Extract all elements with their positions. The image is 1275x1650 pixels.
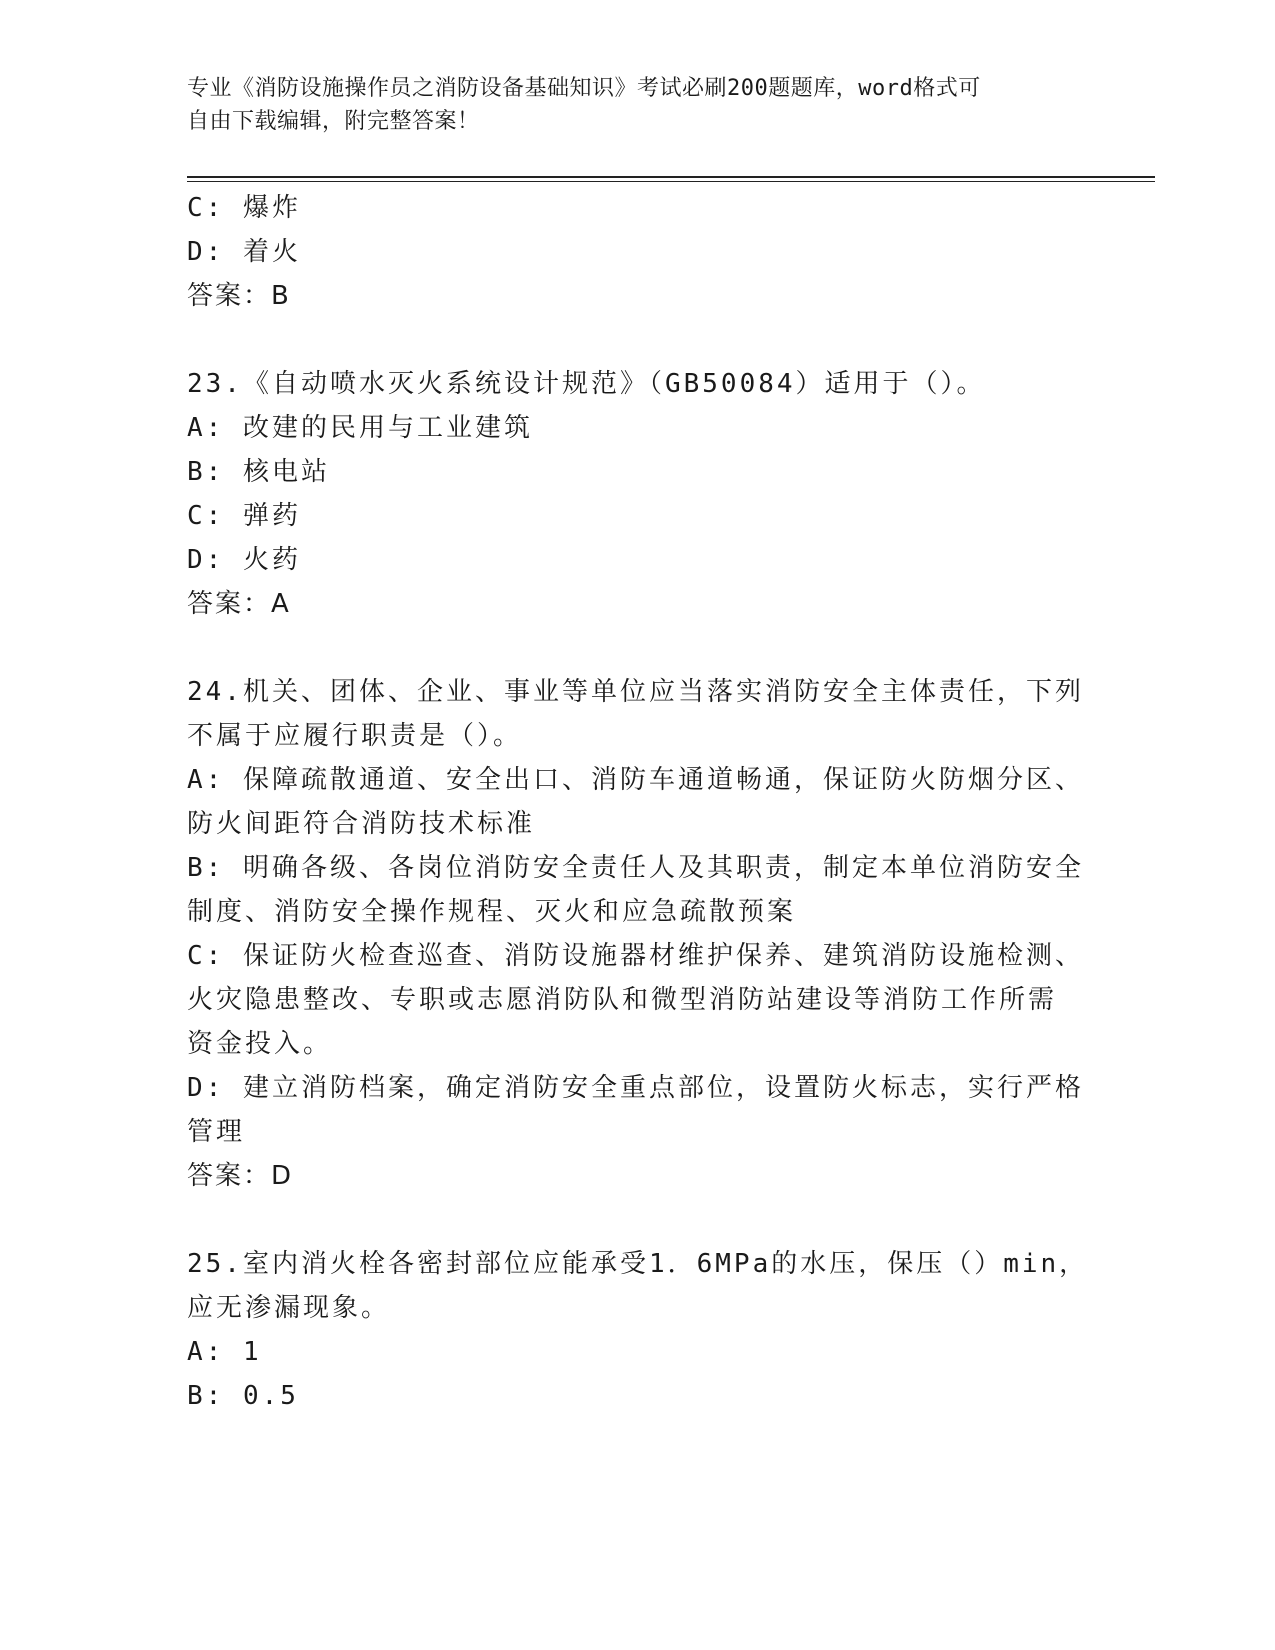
q22-option-d: D: 着火 [187,237,301,267]
q23-answer: 答案：A [187,589,291,619]
header-divider-thin [187,181,1155,182]
header-line-2: 自由下载编辑，附完整答案！ [187,109,480,134]
q24-option-c-line-2: 火灾隐患整改、专职或志愿消防队和微型消防站建设等消防工作所需 [187,985,1058,1015]
q22-option-c: C: 爆炸 [187,193,301,223]
q24-option-d-line-2: 管理 [187,1117,246,1147]
header-divider-thick [187,176,1155,178]
q24-option-c-line-3: 资金投入。 [187,1029,333,1059]
q23-option-b: B: 核电站 [187,457,330,487]
q23-option-a: A: 改建的民用与工业建筑 [187,413,533,443]
q24-stem-line-1: 24.机关、团体、企业、事业等单位应当落实消防安全主体责任，下列 [187,677,1084,707]
q24-option-a-line-2: 防火间距符合消防技术标准 [187,809,536,839]
q23-option-d: D: 火药 [187,545,301,575]
document-header [187,72,1067,138]
q25-stem-line-1: 25.室内消火栓各密封部位应能承受1．6MPa的水压，保压（）min， [187,1249,1089,1279]
q25-option-b: B: 0.5 [187,1381,299,1411]
q23-option-c: C: 弹药 [187,501,301,531]
q22-answer: 答案：B [187,281,291,311]
header-line-1: 专业《消防设施操作员之消防设备基础知识》考试必刷200题题库，word格式可 [187,76,981,101]
q25-stem-line-2: 应无渗漏现象。 [187,1293,391,1323]
q24-option-a-line-1: A: 保障疏散通道、安全出口、消防车通道畅通，保证防火防烟分区、 [187,765,1084,795]
q24-answer: 答案：D [187,1161,294,1191]
q24-option-b-line-1: B: 明确各级、各岗位消防安全责任人及其职责，制定本单位消防安全 [187,853,1084,883]
q24-option-c-line-1: C: 保证防火检查巡查、消防设施器材维护保养、建筑消防设施检测、 [187,941,1084,971]
q23-stem: 23.《自动喷水灭火系统设计规范》（GB50084）适用于（）。 [187,369,986,399]
q25-option-a: A: 1 [187,1337,262,1367]
q24-stem-line-2: 不属于应履行职责是（）。 [187,721,523,751]
q24-option-b-line-2: 制度、消防安全操作规程、灭火和应急疏散预案 [187,897,797,927]
q24-option-d-line-1: D: 建立消防档案，确定消防安全重点部位，设置防火标志，实行严格 [187,1073,1084,1103]
